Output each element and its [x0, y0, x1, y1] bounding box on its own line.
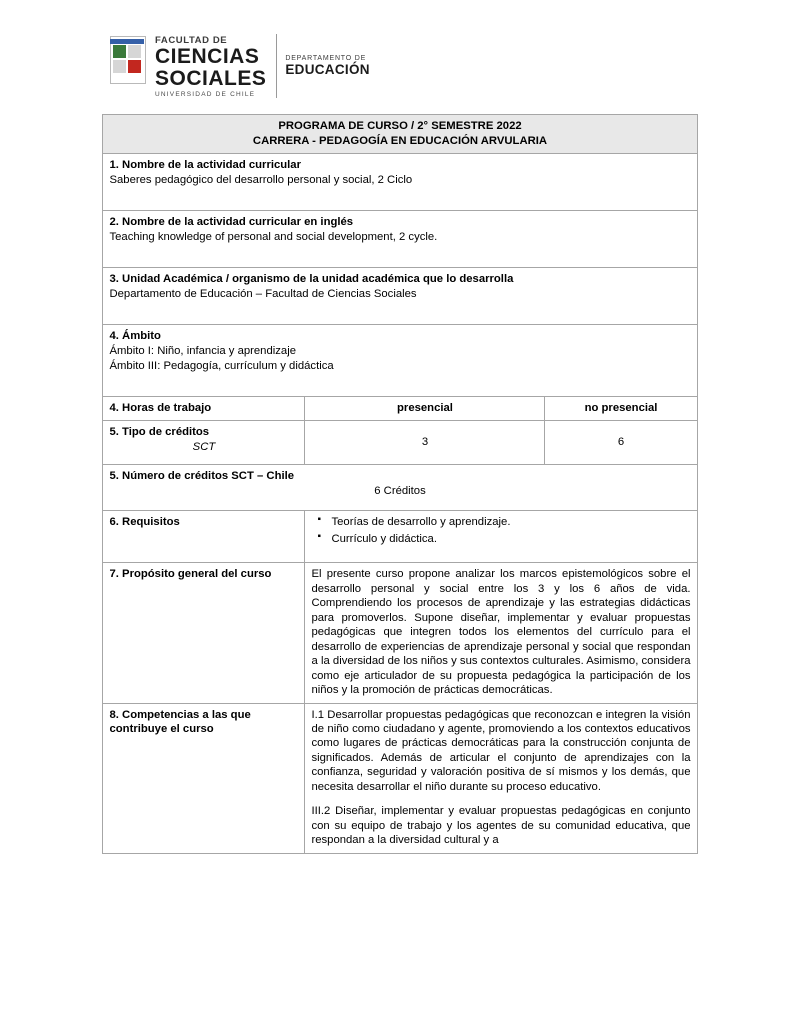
- row-label: 3. Unidad Académica / organismo de la unidad académica que lo desarrolla: [109, 273, 514, 285]
- cell-creditos-presencial: 3: [305, 421, 545, 465]
- logo-line-2: CIENCIAS: [155, 44, 260, 68]
- row-value-2: Ámbito III: Pedagogía, currículum y didáctica: [109, 359, 334, 372]
- department-name: [276, 34, 369, 98]
- row-label-tipo-creditos: [103, 421, 305, 465]
- table-row: [103, 465, 697, 511]
- institution-logo: [107, 34, 748, 98]
- list-item: ▪ Currículo y didáctica.: [331, 532, 690, 546]
- table-row: [103, 703, 697, 853]
- faculty-name: [155, 34, 266, 98]
- logo-divider-line-1: DEPARTAMENTO DE: [285, 55, 367, 63]
- table-row: [103, 397, 697, 421]
- list-item: ▪ Teorías de desarrollo y aprendizaje.: [331, 515, 690, 529]
- row-label-competencias: [103, 703, 305, 853]
- header-cell: [103, 115, 697, 154]
- row-label: 5. Número de créditos SCT – Chile: [109, 470, 295, 483]
- row-label-line-2: contribuye el curso: [109, 722, 214, 735]
- table-row: [103, 154, 697, 211]
- row-label: 4. Ámbito: [109, 330, 161, 342]
- competencias-paragraph-2: III.2 Diseñar, implementar y evaluar propuestas pedagógicas en conjunto con su equipo de trabajo y los agentes de su comunidad educativa, que respondan a la diversidad cultural y a: [311, 805, 691, 847]
- logo-line-1: FACULTAD DE: [155, 35, 228, 46]
- table-row: [103, 268, 697, 325]
- table-row: [103, 563, 697, 703]
- cell-creditos-no-presencial: 6: [545, 421, 697, 465]
- row-sublabel: SCT: [192, 440, 216, 453]
- row-label-proposito: 7. Propósito general del curso: [103, 563, 305, 703]
- row-nombre-ingles: [103, 211, 697, 268]
- row-value: Saberes pedagógico del desarrollo personal y social, 2 Ciclo: [109, 174, 413, 187]
- row-label-requisitos: 6. Requisitos: [103, 511, 305, 563]
- logo-divider-line-2: EDUCACIÓN: [285, 62, 370, 78]
- cell-presencial-header: presencial: [305, 397, 545, 421]
- university-shield-icon: [107, 34, 147, 90]
- table-row: [103, 211, 697, 268]
- cell-requisitos-list: [305, 511, 697, 563]
- course-program-table: [102, 114, 697, 854]
- table-row: [103, 421, 697, 465]
- requisitos-list: [313, 515, 690, 546]
- row-numero-creditos: [103, 465, 697, 511]
- row-label-horas-trabajo: 4. Horas de trabajo: [103, 397, 305, 421]
- row-label-line-1: 8. Competencias a las que: [109, 708, 251, 721]
- row-value: Departamento de Educación – Facultad de Ciencias Sociales: [109, 288, 417, 301]
- logo-line-4: UNIVERSIDAD DE CHILE: [155, 90, 256, 98]
- row-label: 5. Tipo de créditos: [109, 426, 210, 439]
- row-unidad-academica: [103, 268, 697, 325]
- row-value: Teaching knowledge of personal and social development, 2 cycle.: [109, 231, 438, 244]
- row-value: 6 Créditos: [374, 484, 426, 497]
- competencias-paragraph-1: I.1 Desarrollar propuestas pedagógicas que reconozcan e integren la visión de niño como ciudadano y agente, promoviendo a los contextos educativos como lugares de prácticas democráticas para la construcción conjunta de significados. Además de articular el conjunto de aprendizajes con la confianza, seguridad y valoración positiva de sí mismos y los demás, que necesita desarrollar el niño durante su proceso educativo.: [311, 708, 691, 793]
- row-value-1: Ámbito I: Niño, infancia y aprendizaje: [109, 345, 296, 358]
- cell-proposito-texto: El presente curso propone analizar los marcos epistemológicos sobre el desarrollo personal y social entre los 3 y los 6 años de vida. Comprendiendo los procesos de aprendizaje y las estrategias didácticas para promoverlos. Supone diseñar, implementar y evaluar propuestas pedagógicas que integren todos los elementos del currículo para el desarrollo de experiencias de aprendizaje personal y social que respondan a la diversidad de los niños y sus contextos culturales. Asimismo, considera como eje articulador de su propuesta pedagógica la participación de los niños y la promoción de prácticas democráticas.: [305, 563, 697, 703]
- row-ambito: [103, 325, 697, 397]
- cell-no-presencial-header: no presencial: [545, 397, 697, 421]
- row-label: 1. Nombre de la actividad curricular: [109, 159, 301, 171]
- row-nombre-actividad: [103, 154, 697, 211]
- cell-competencias-texto: [305, 703, 697, 853]
- header-line-2: CARRERA - PEDAGOGÍA EN EDUCACIÓN ARVULARIA: [252, 134, 548, 147]
- logo-line-3: SOCIALES: [155, 66, 267, 90]
- table-row: [103, 511, 697, 563]
- table-row: [103, 325, 697, 397]
- table-header-row: [103, 115, 697, 154]
- header-line-1: PROGRAMA DE CURSO / 2° SEMESTRE 2022: [278, 120, 522, 133]
- row-label: 2. Nombre de la actividad curricular en inglés: [109, 216, 354, 228]
